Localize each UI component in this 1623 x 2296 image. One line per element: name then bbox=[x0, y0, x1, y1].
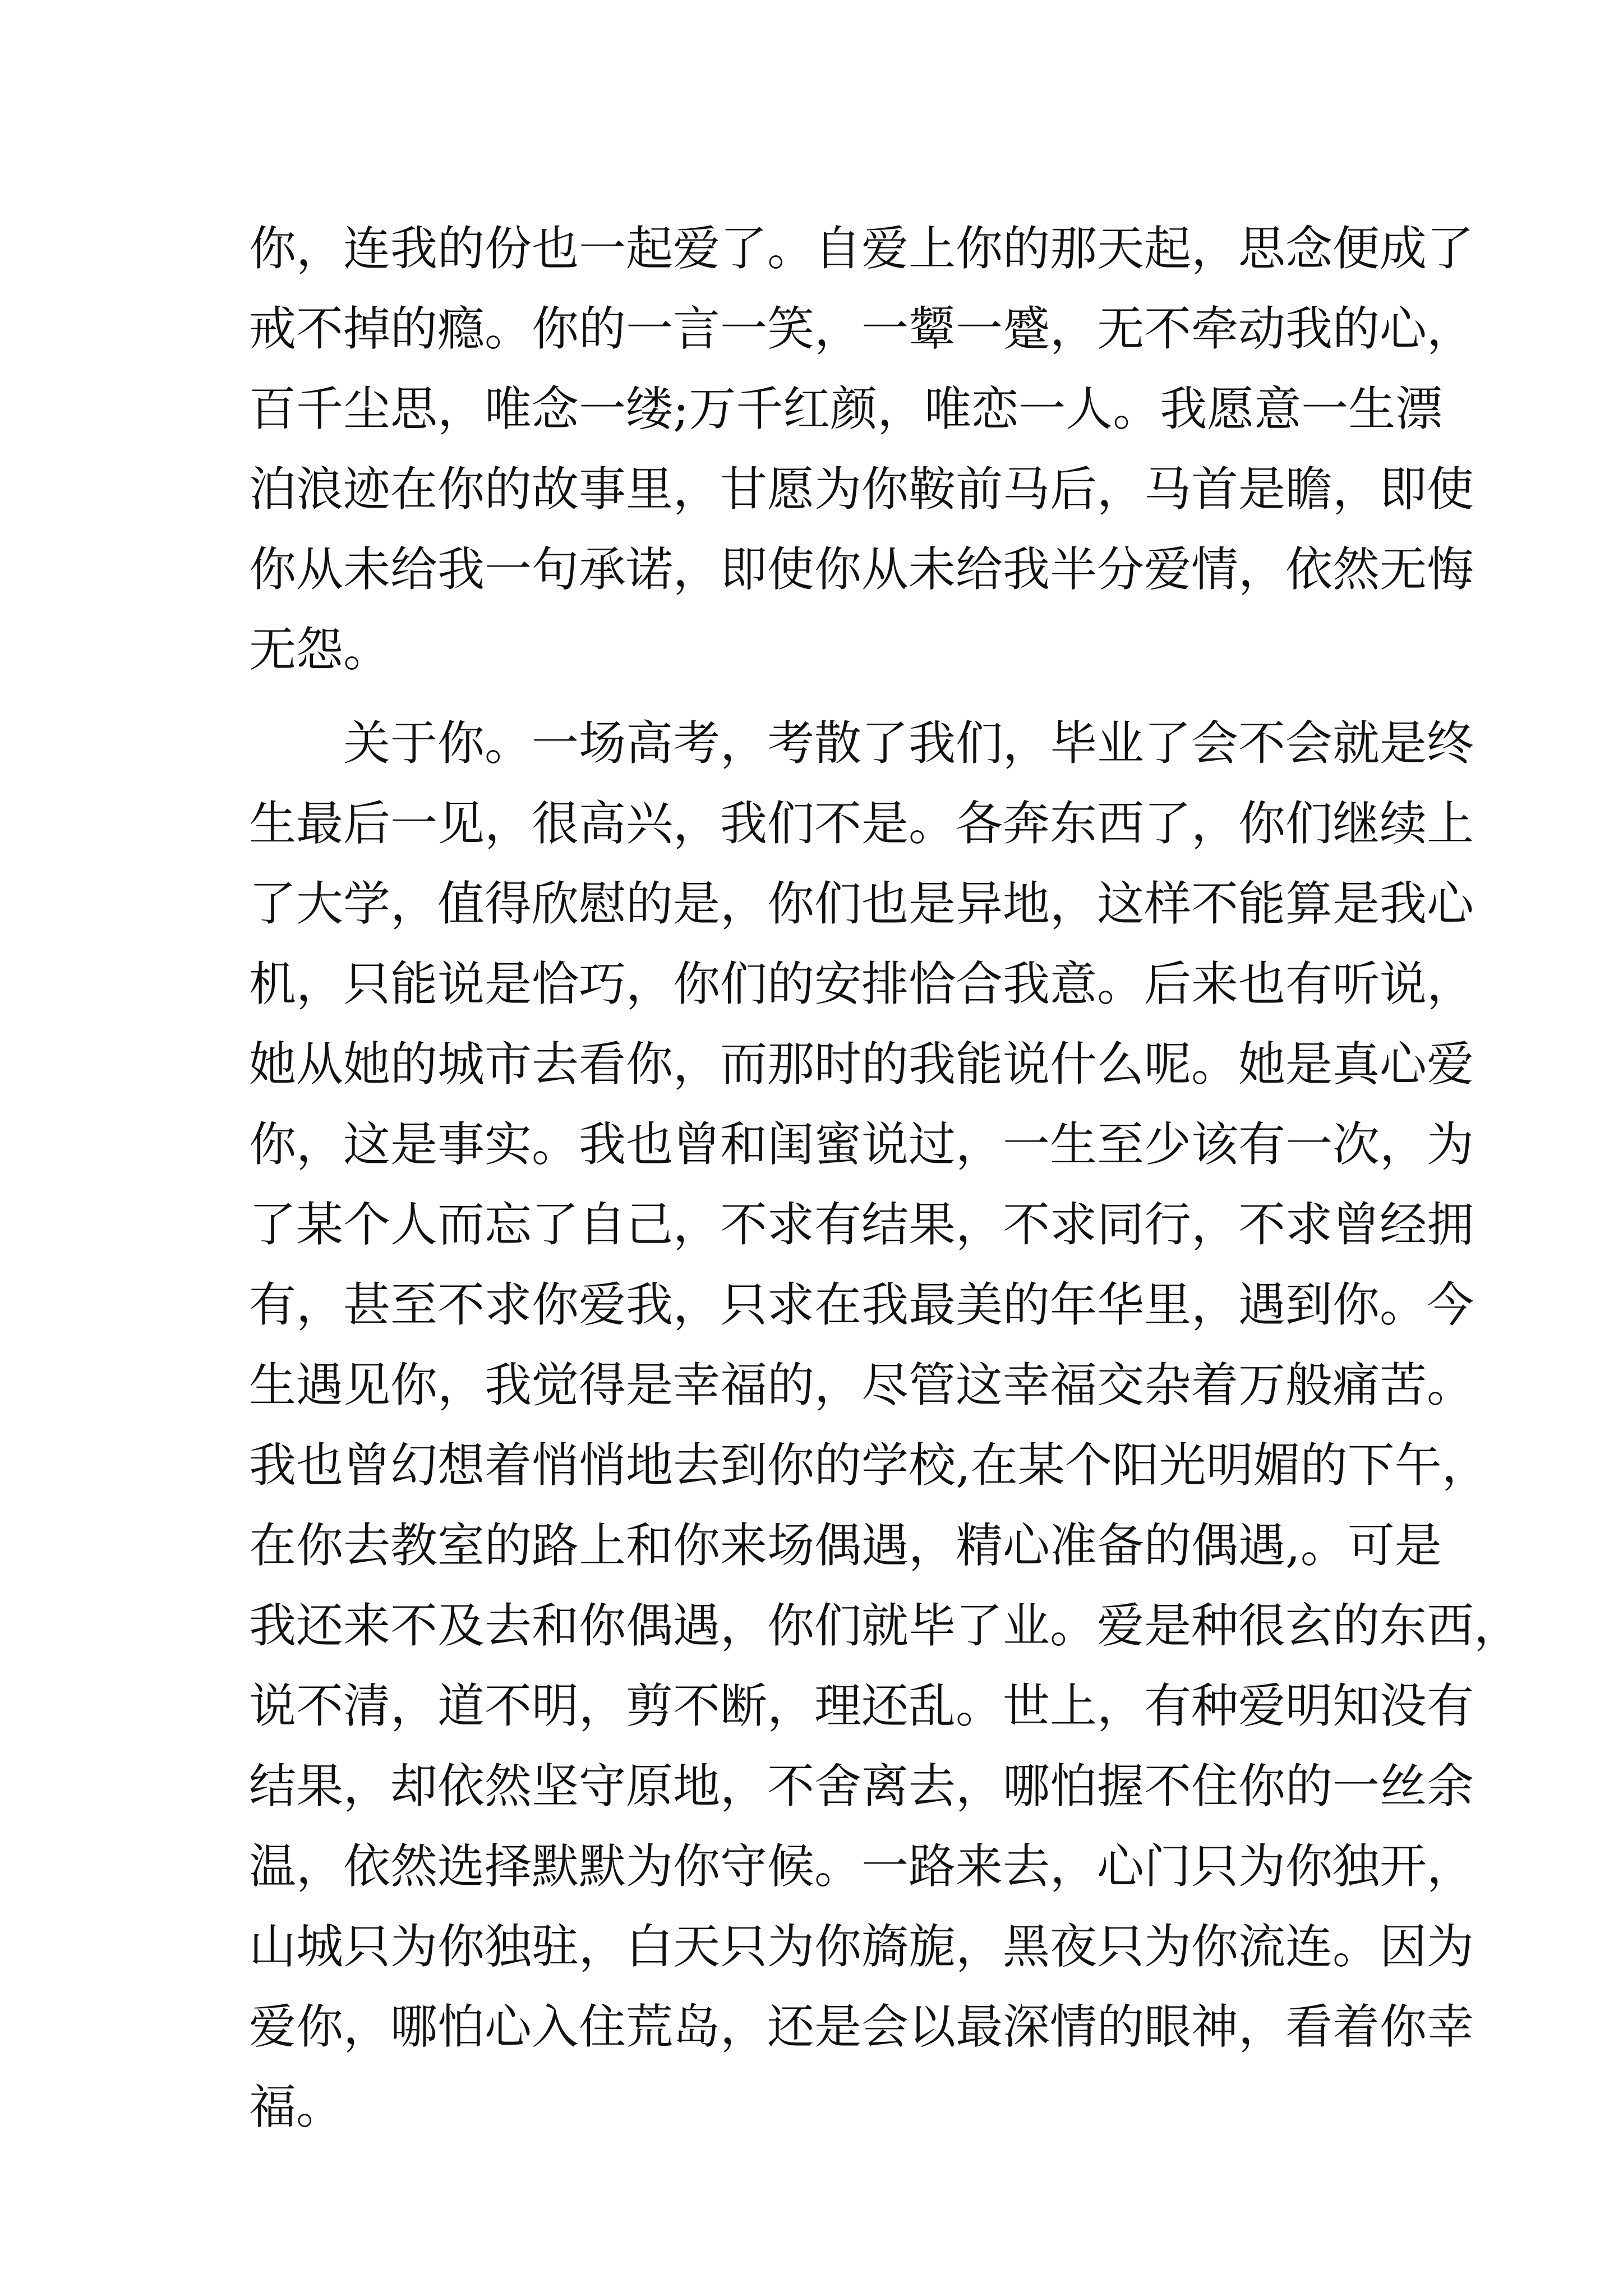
text-line: 她从她的城市去看你，而那时的我能说什么呢。她是真心爱 bbox=[249, 1037, 1474, 1092]
text-line: 生最后一见，很高兴，我们不是。各奔东西了，你们继续上 bbox=[249, 796, 1474, 851]
text-line: 了大学，值得欣慰的是，你们也是异地，这样不能算是我心 bbox=[249, 876, 1474, 931]
text-line: 戒不掉的瘾。你的一言一笑，一颦一蹙，无不牵动我的心， bbox=[249, 301, 1474, 356]
text-line: 说不清，道不明，剪不断，理还乱。世上，有种爱明知没有 bbox=[249, 1678, 1474, 1733]
text-line: 关于你。一场高考，考散了我们，毕业了会不会就是终 bbox=[343, 716, 1474, 771]
paragraph-2 bbox=[249, 703, 1521, 2147]
text-line: 无怨。 bbox=[249, 622, 391, 677]
text-line: 泊浪迹在你的故事里，甘愿为你鞍前马后，马首是瞻，即使 bbox=[249, 462, 1474, 517]
text-line: 你，这是事实。我也曾和闺蜜说过，一生至少该有一次，为 bbox=[249, 1117, 1474, 1172]
paragraph-1 bbox=[249, 209, 1474, 690]
text-line: 有，甚至不求你爱我，只求在我最美的年华里，遇到你。今 bbox=[249, 1277, 1474, 1332]
text-line: 你从未给我一句承诺，即使你从未给我半分爱情，依然无悔 bbox=[249, 542, 1474, 597]
text-line: 生遇见你，我觉得是幸福的，尽管这幸福交杂着万般痛苦。 bbox=[249, 1358, 1474, 1412]
text-line: 在你去教室的路上和你来场偶遇，精心准备的偶遇,。可是 bbox=[249, 1518, 1442, 1573]
text-line: 百千尘思，唯念一缕;万千红颜，唯恋一人。我愿意一生漂 bbox=[249, 381, 1443, 436]
text-line: 结果，却依然坚守原地，不舍离去，哪怕握不住你的一丝余 bbox=[249, 1759, 1474, 1814]
text-line: 温，依然选择默默为你守候。一路来去，心门只为你独开， bbox=[249, 1839, 1474, 1894]
text-line: 了某个人而忘了自己，不求有结果，不求同行，不求曾经拥 bbox=[249, 1197, 1474, 1252]
text-line: 机，只能说是恰巧，你们的安排恰合我意。后来也有听说， bbox=[249, 956, 1474, 1011]
document-body bbox=[249, 209, 1521, 2147]
text-line: 我也曾幻想着悄悄地去到你的学校,在某个阳光明媚的下午， bbox=[249, 1438, 1489, 1493]
text-line: 山城只为你独驻，白天只为你旖旎，黑夜只为你流连。因为 bbox=[249, 1919, 1474, 1974]
text-line: 你，连我的份也一起爱了。自爱上你的那天起，思念便成了 bbox=[249, 221, 1474, 276]
text-line: 爱你，哪怕心入住荒岛，还是会以最深情的眼神，看着你幸 bbox=[249, 1999, 1474, 2054]
text-line: 我还来不及去和你偶遇，你们就毕了业。爱是种很玄的东西， bbox=[249, 1598, 1521, 1653]
paragraph-spacer bbox=[249, 690, 1376, 703]
text-line: 福。 bbox=[249, 2079, 344, 2134]
